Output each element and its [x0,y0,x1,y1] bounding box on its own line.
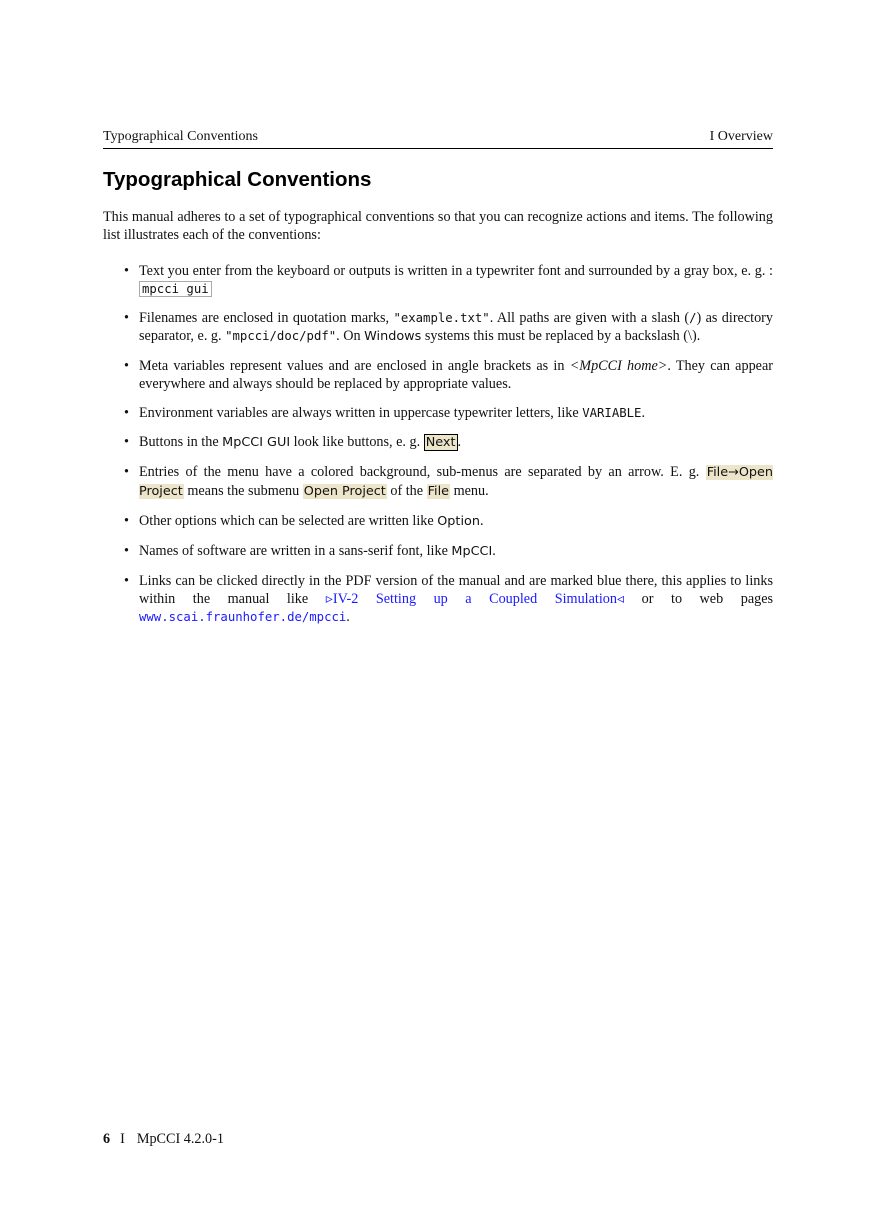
intro-paragraph: This manual adheres to a set of typographical conventions so that you can recognize actions and items. The following list illustrates each of the conventions: [103,209,773,243]
footer-section: I [120,1131,125,1147]
list-item: • Links can be clicked directly in the PDF version of the manual and are marked blue there, this applies to links within the manual like ▹IV-2 Setting up a Coupled Simulation◃ or to web pages www.scai.fraunhofer.de/mpcci. [124,573,774,625]
page-header [103,129,773,149]
list-item: • Buttons in the MpCCI GUI look like buttons, e. g. Next . [124,434,462,450]
page-title: Typographical Conventions [103,168,372,191]
option-example: Option [437,514,480,529]
code-box: mpcci gui [139,281,212,297]
software-windows: Windows [364,329,422,344]
env-variable: VARIABLE [582,406,642,420]
menu-file-open-project[interactable]: File→Open Project [139,465,774,499]
list-item: • Entries of the menu have a colored background, sub-menus are separated by an arrow. E. g. File→Open Project means the submenu Open Project of the File menu. [124,464,774,499]
header-right: I Overview [709,129,773,144]
footer-version: MpCCI 4.2.0-1 [136,1131,224,1147]
software-mpcci: MpCCI [451,544,493,559]
header-left: Typographical Conventions [103,129,258,144]
list-item: • Meta variables represent values and are enclosed in angle brackets as in <MpCCI home>. They can appear everywhere and always should be replaced by appropriate values. [124,358,773,392]
list-item: • Names of software are written in a sans-serif font, like MpCCI. [124,543,496,559]
list-item: • Other options which can be selected are written like Option. [124,513,484,529]
filename-path: "mpcci/doc/pdf" [225,329,337,343]
menu-open-project[interactable]: Open Project [303,484,386,499]
internal-link[interactable]: ▹IV-2 Setting up a Coupled Simulation◃ [325,591,625,607]
conventions-list [103,262,773,637]
page-footer [103,1131,224,1148]
web-link[interactable]: www.scai.fraunhofer.de/mpcci [139,610,347,624]
software-gui: MpCCI GUI [222,435,291,450]
list-item: • Filenames are enclosed in quotation marks, "example.txt". All paths are given with a slash (/) as directory separator, e. g. "mpcci/doc/pdf". On Windows systems this must be replaced by a backslash (\). [124,310,773,344]
next-button[interactable]: Next [425,435,456,450]
menu-file[interactable]: File [427,484,450,499]
meta-variable: <MpCCI home> [569,358,668,374]
list-item: • Environment variables are always written in uppercase typewriter letters, like VARIABLE. [124,405,645,421]
page-number: 6 [103,1131,111,1147]
list-item: • Text you enter from the keyboard or outputs is written in a typewriter font and surrounded by a gray box, e. g. : mpcci gui [124,263,773,296]
filename-example: "example.txt" [393,311,490,325]
